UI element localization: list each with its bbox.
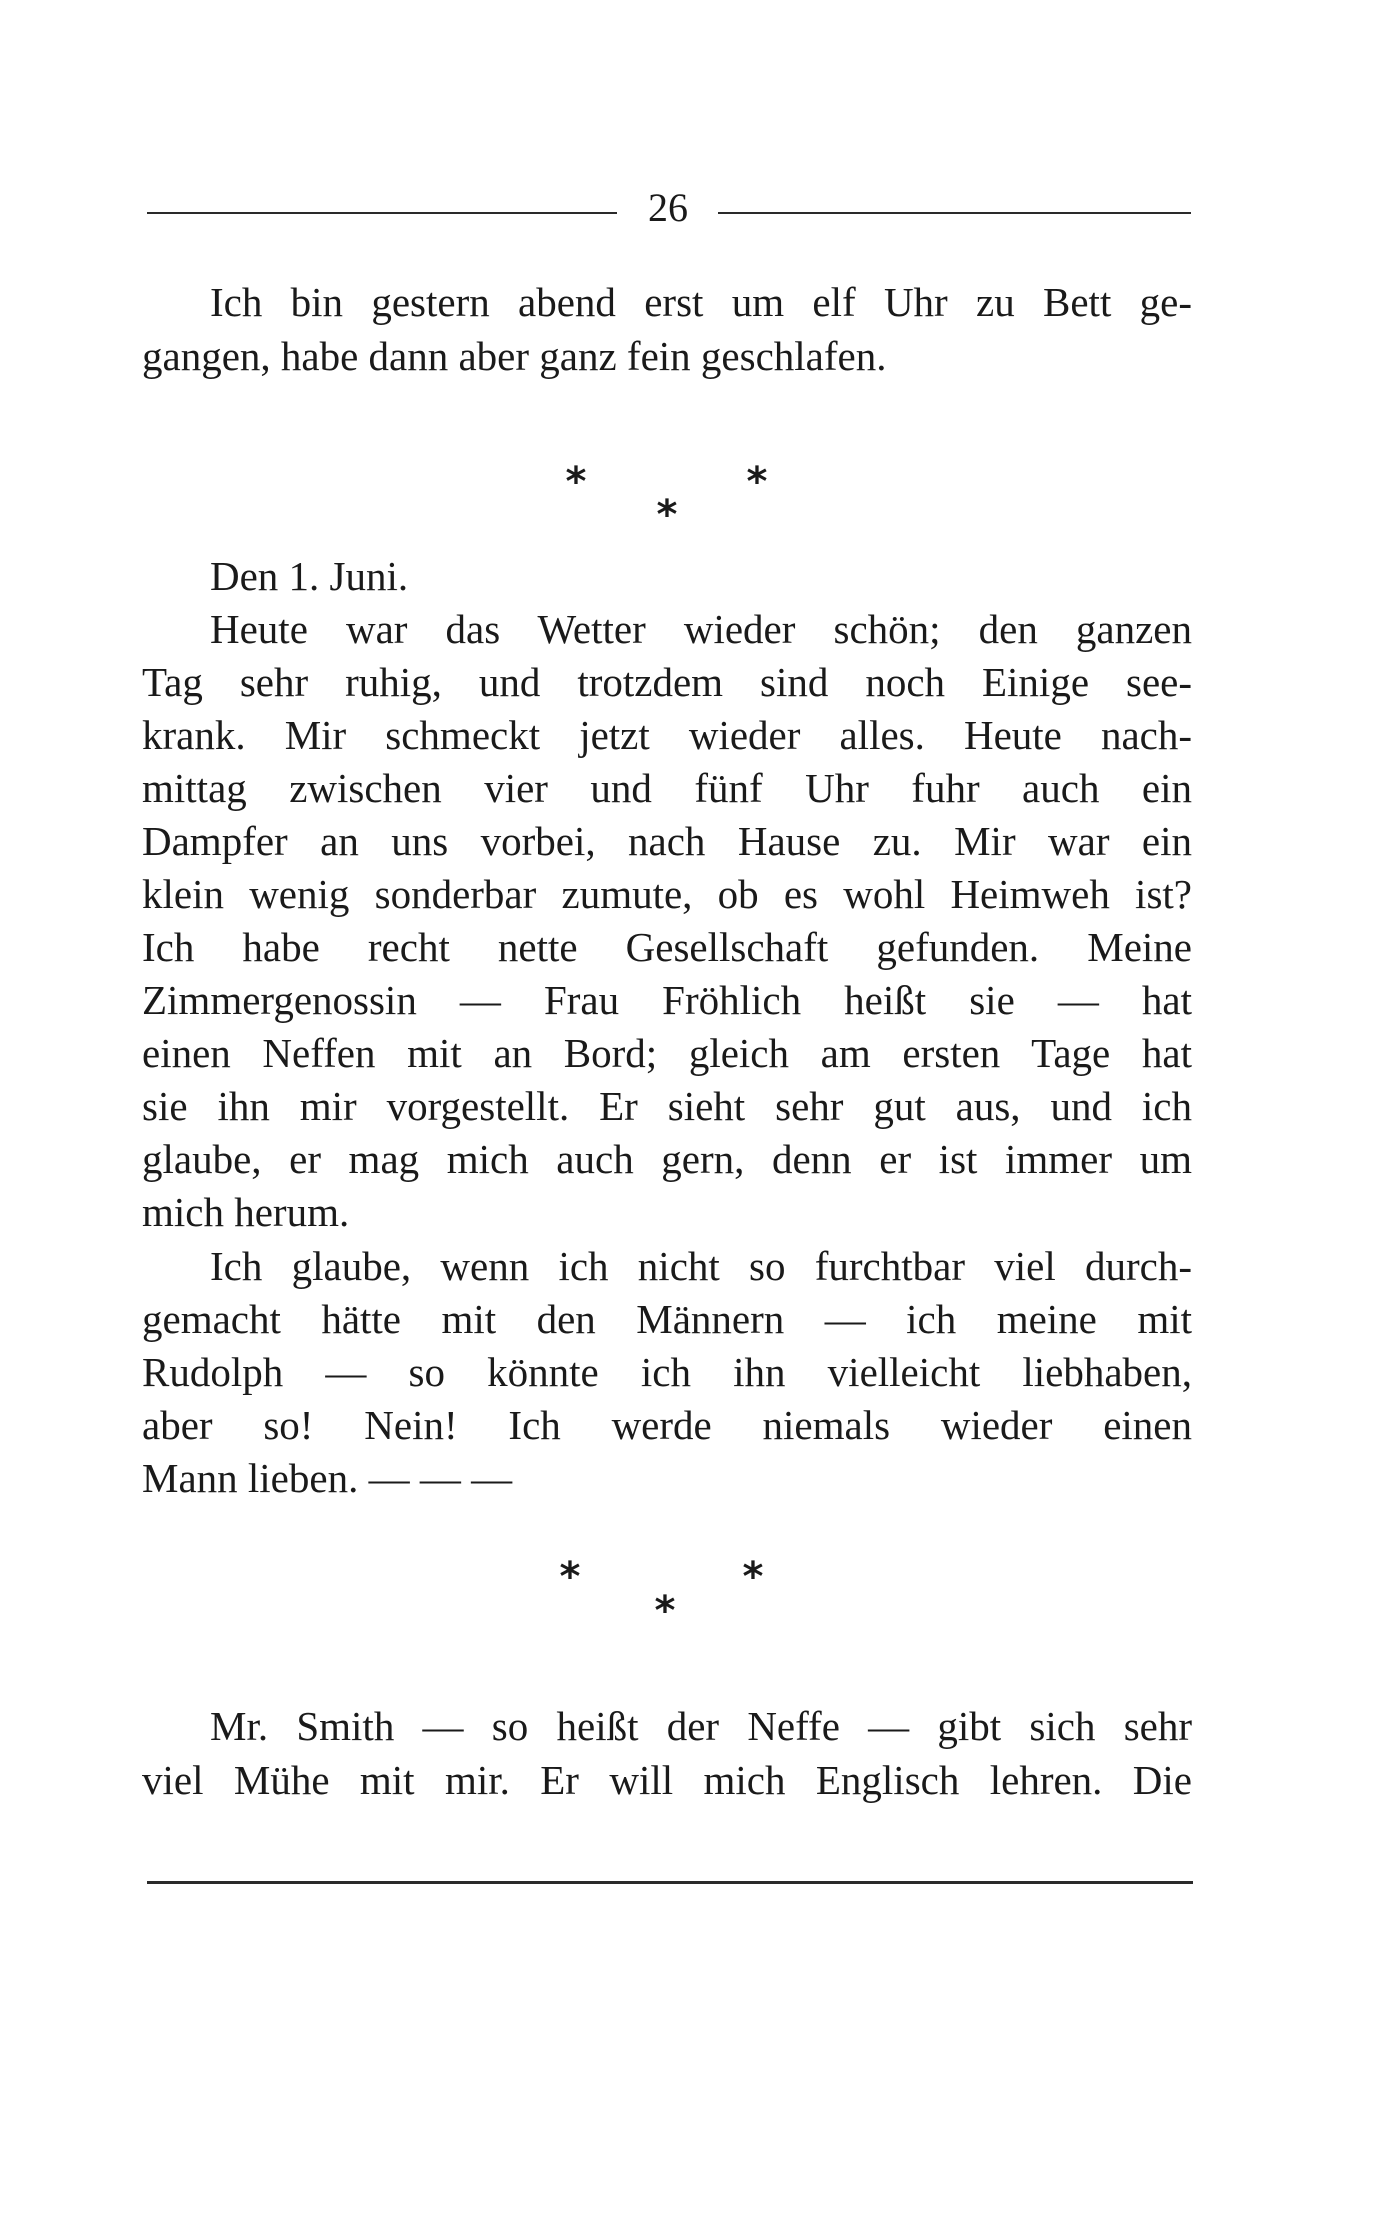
text-line: gemacht hätte mit den Männern — ich meine mit <box>142 1296 1192 1342</box>
asterism-star: * <box>742 1554 764 1600</box>
text-line: glaube, er mag mich auch gern, denn er ist immer um <box>142 1136 1192 1182</box>
text-line: Ich habe recht nette Gesellschaft gefunden. Meine <box>142 924 1192 970</box>
text-line: Mr. Smith — so heißt der Neffe — gibt sich sehr <box>210 1703 1192 1749</box>
footer-rule <box>147 1881 1193 1884</box>
entry-date: Den 1. Juni. <box>210 553 409 599</box>
asterism-star: * <box>656 492 678 538</box>
asterism-star: * <box>565 459 587 505</box>
text-line: Tag sehr ruhig, und trotzdem sind noch Einige see- <box>142 659 1192 705</box>
text-line: gangen, habe dann aber ganz fein geschlafen. <box>142 333 887 379</box>
text-line: klein wenig sonderbar zumute, ob es wohl Heimweh ist? <box>142 871 1192 917</box>
header-rule-left <box>147 212 617 214</box>
asterism-star: * <box>559 1554 581 1600</box>
text-line: Heute war das Wetter wieder schön; den ganzen <box>210 606 1192 652</box>
text-line: Ich bin gestern abend erst um elf Uhr zu Bett ge- <box>210 279 1192 325</box>
text-line: mittag zwischen vier und fünf Uhr fuhr auch ein <box>142 765 1192 811</box>
page-number: 26 <box>648 185 688 230</box>
text-line: viel Mühe mit mir. Er will mich Englisch lehren. Die <box>142 1757 1192 1803</box>
text-line: Zimmergenossin — Frau Fröhlich heißt sie — hat <box>142 977 1192 1023</box>
text-line: krank. Mir schmeckt jetzt wieder alles. Heute nach- <box>142 712 1192 758</box>
text-line: Ich glaube, wenn ich nicht so furchtbar viel durch- <box>210 1243 1192 1289</box>
text-line: Dampfer an uns vorbei, nach Hause zu. Mir war ein <box>142 818 1192 864</box>
asterism-star: * <box>654 1588 676 1634</box>
header-rule-right <box>718 212 1191 214</box>
asterism-star: * <box>746 459 768 505</box>
text-line: sie ihn mir vorgestellt. Er sieht sehr gut aus, und ich <box>142 1083 1192 1129</box>
text-line: Mann lieben. — — — <box>142 1455 513 1501</box>
text-line: mich herum. <box>142 1189 350 1235</box>
text-line: Rudolph — so könnte ich ihn vielleicht liebhaben, <box>142 1349 1192 1395</box>
text-line: einen Neffen mit an Bord; gleich am ersten Tage hat <box>142 1030 1192 1076</box>
text-line: aber so! Nein! Ich werde niemals wieder einen <box>142 1402 1192 1448</box>
